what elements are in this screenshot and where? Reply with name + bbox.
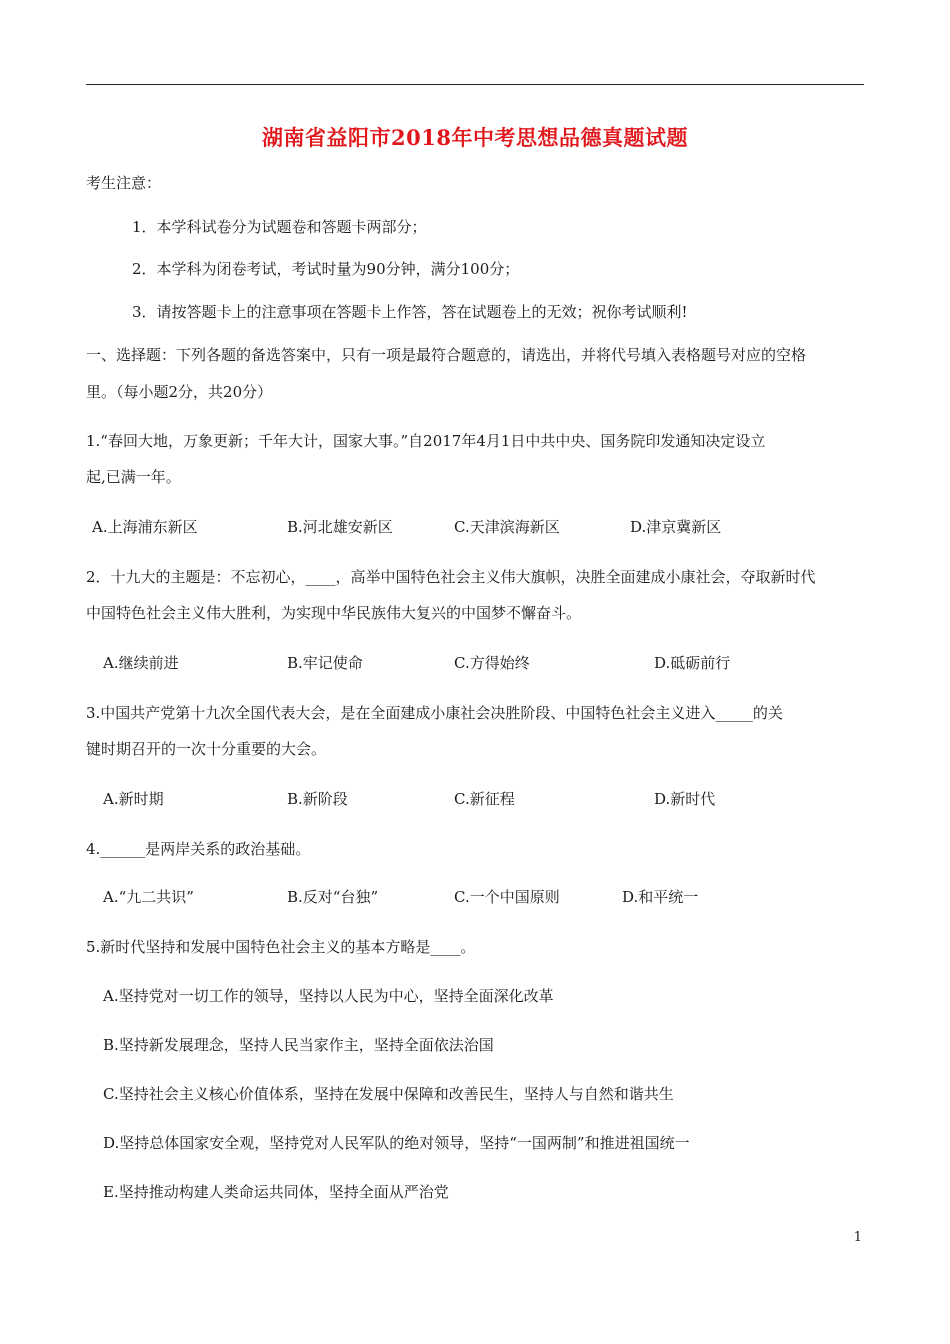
question-5-text: 5.新时代坚持和发展中国特色社会主义的基本方略是____。 — [86, 938, 476, 956]
notice-item: 3．请按答题卡上的注意事项在答题卡上作答，答在试题卷上的无效；祝你考试顺利! — [132, 303, 688, 321]
question-1-option-a: A.上海浦东新区 — [92, 518, 198, 536]
question-2-option-b: B.牢记使命 — [287, 654, 363, 672]
question-4-option-c: C.一个中国原则 — [454, 888, 560, 906]
question-1-option-d: D.津京冀新区 — [630, 518, 722, 536]
question-4-option-d: D.和平统一 — [622, 888, 699, 906]
question-2-text: 中国特色社会主义伟大胜利，为实现中华民族伟大复兴的中国梦不懈奋斗。 — [86, 604, 582, 622]
question-2-option-d: D.砥砺前行 — [654, 654, 731, 672]
question-5-option-c: C.坚持社会主义核心价值体系，坚持在发展中保障和改善民生，坚持人与自然和谐共生 — [103, 1085, 674, 1103]
question-1-option-b: B.河北雄安新区 — [287, 518, 393, 536]
notice-heading: 考生注意： — [86, 174, 162, 192]
question-2-text: 2．十九大的主题是：不忘初心，____，高举中国特色社会主义伟大旗帜，决胜全面建成小康社会，夺取新时代 — [86, 568, 816, 586]
question-1-option-c: C.天津滨海新区 — [454, 518, 560, 536]
question-4-text: 4.______是两岸关系的政治基础。 — [86, 840, 311, 858]
question-5-option-b: B.坚持新发展理念，坚持人民当家作主，坚持全面依法治国 — [103, 1036, 494, 1054]
question-5-option-d: D.坚持总体国家安全观，坚持党对人民军队的绝对领导，坚持“一国两制”和推进祖国统一 — [103, 1134, 690, 1152]
question-3-text: 键时期召开的一次十分重要的大会。 — [86, 740, 327, 758]
section-instruction: 里。（每小题2分，共20分） — [86, 383, 273, 401]
header-rule — [86, 84, 864, 85]
question-3-option-c: C.新征程 — [454, 790, 515, 808]
question-2-option-c: C.方得始终 — [454, 654, 530, 672]
question-4-option-b: B.反对“台独” — [287, 888, 379, 906]
question-3-text: 3.中国共产党第十九次全国代表大会，是在全面建成小康社会决胜阶段、中国特色社会主义进入_____的关 — [86, 704, 783, 722]
question-1-text: 1.“春回大地，万象更新；千年大计，国家大事。”自2017年4月1日中共中央、国务院印发通知决定设立 — [86, 432, 766, 450]
notice-item: 1．本学科试卷分为试题卷和答题卡两部分； — [132, 218, 427, 236]
document-title: 湖南省益阳市2018年中考思想品德真题试题 — [262, 125, 688, 150]
section-instruction: 一、选择题：下列各题的备选答案中，只有一项是最符合题意的，请选出，并将代号填入表格题号对应的空格 — [86, 346, 807, 364]
page-number: 1 — [853, 1230, 862, 1245]
question-3-option-d: D.新时代 — [654, 790, 716, 808]
notice-item: 2．本学科为闭卷考试，考试时量为90分钟，满分100分； — [132, 260, 520, 278]
question-4-option-a: A.“九二共识” — [103, 888, 194, 906]
question-5-option-e: E.坚持推动构建人类命运共同体，坚持全面从严治党 — [103, 1183, 449, 1201]
question-3-option-a: A.新时期 — [103, 790, 164, 808]
question-3-option-b: B.新阶段 — [287, 790, 348, 808]
question-5-option-a: A.坚持党对一切工作的领导，坚持以人民为中心，坚持全面深化改革 — [103, 987, 554, 1005]
question-2-option-a: A.继续前进 — [103, 654, 179, 672]
question-1-text: 起,已满一年。 — [86, 468, 181, 486]
